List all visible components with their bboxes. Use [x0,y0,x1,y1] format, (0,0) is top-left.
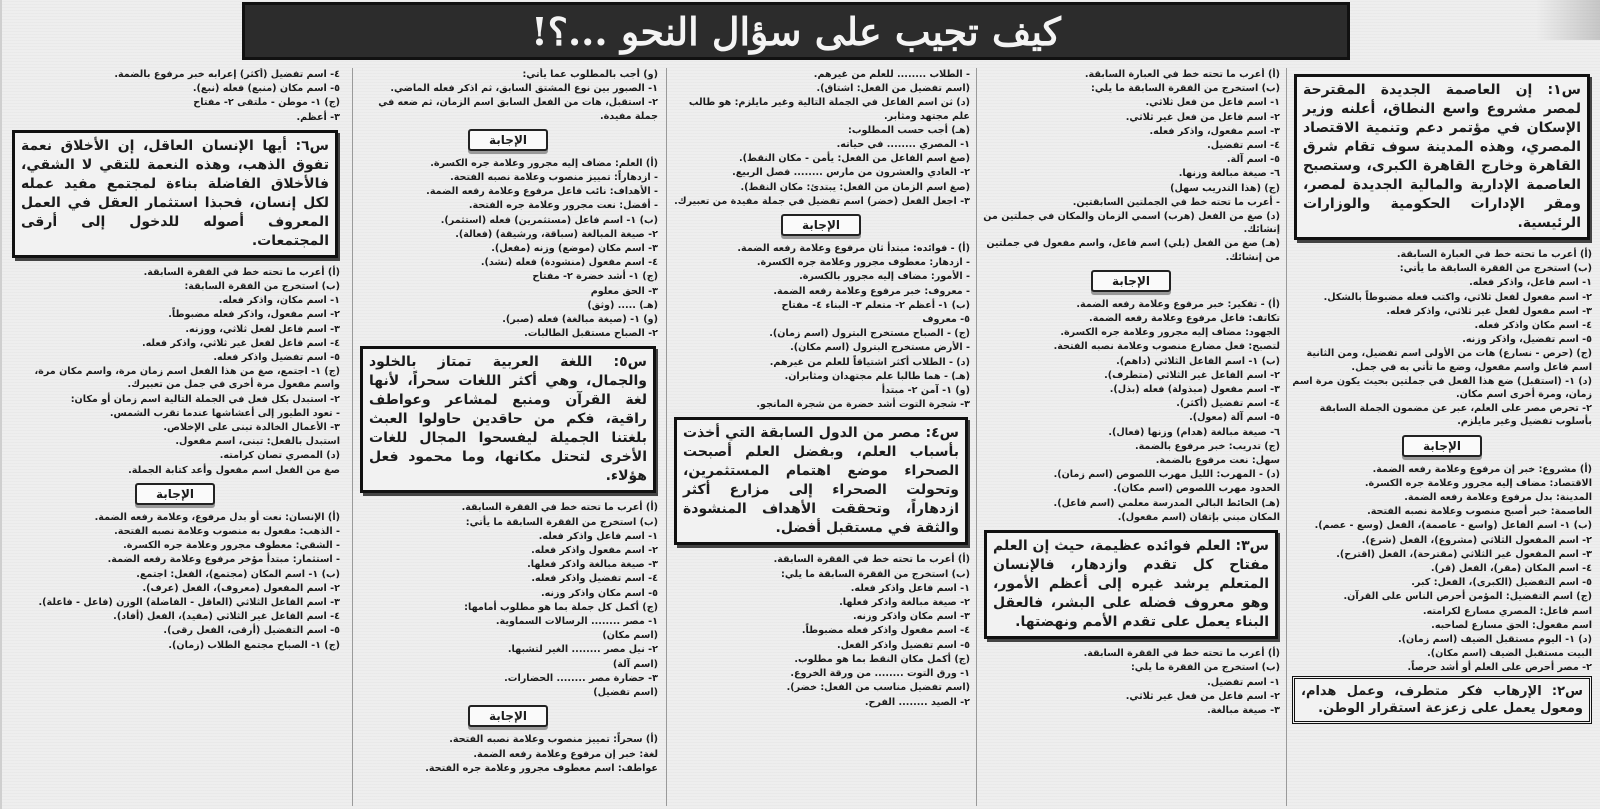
exercise-line: ٢- الصيد ........ الفرح. [864,696,970,708]
answer-line: - الأمور: مضاف إليه مجرور بالكسرة. [799,271,970,283]
answer-line: - ازدهار: معطوف مجرور وعلامة جره الكسرة. [756,257,970,269]
exercise-line: ٣- اسم مكان واذكر وزنه. [852,611,970,623]
exercise-line: (ب) استخرج من الفقرة السابقة ما يلي: [781,568,970,580]
exercise-line: ٤- اسم مفعول واذكر فعله مضبوطاً. [801,625,970,637]
answer-line: (ب) ١- أعظم ٢- متعلم ٣- البناء ٤- مفتاح [781,299,970,311]
answer-line: (أ) الإنسان: نعت أو بدل مرفوع، وعلامة رفعه الضمة. [94,511,340,523]
answer-list-4 [358,157,658,341]
answer-line: ٦- صيغة مبالغة (هدام) وزنها (فعال). [1108,426,1280,438]
question-box-4: س٤: مصر من الدول السابقة التي أخذت بأسباب العلم، وبفضل العلم أصبحت الصحراء موضع اهتمام المستثمرين، وتحولت الصحراء إلى مزارع أكثر ازدهاراً، وتحققت الأهداف المنشودة والثقة في مستقبل أفضل. [674,417,968,545]
exercise-list-8 [10,266,340,477]
exercise-line: (د) ثن اسم الفاعل في الجملة التالية وغير مايلزم: هو طالب علم مجتهد ومثابر. [688,97,970,122]
exercise-line: ٢- استقبل، هات من الفعل السابق اسم الزمان، ثم ضعه في جملة مفيدة. [378,97,658,122]
column-2 [982,68,1280,806]
page-edge [0,0,2,809]
answer-line: (أ) مشروع: خبر إن مرفوع وعلامة رفعه الضمة. [1372,463,1592,475]
exercise-line: ١- ورق التوت ........ من ورقة الخروع. [790,668,970,680]
answer-line: - الذهب: مفعول به منصوب وعلامة نصبه الفتحة. [114,526,340,538]
answer-line: اسم فاعل: المصري مسارع لكرامته. [1422,605,1592,617]
exercise-line: ٢- تحرص مصر على العلم، عبر عن مضمون الجملة السابقة بأسلوب تفضيل وغير مايلزم. [1319,403,1592,428]
column-divider [666,68,667,806]
answer-line: ٣- اسم مكان (موضع) وزنه (مفعل). [491,243,658,255]
answer-line: ٢- اسم المفعول (معروف)، الفعل (عرف). [142,582,340,594]
exercise-line: ٥- اسم آلة. [1226,154,1280,166]
exercise-line: ١- اسم فاعل واذكر فعله. [538,530,658,542]
answer-line: ٤- اسم المكان (مقر)، الفعل (قر). [1430,563,1592,575]
exercise-line: ٢- استبدل بكل فعل في الجملة التالية اسم زمان أو مكان: [70,393,340,405]
answer-list-3 [672,242,970,411]
exercise-line: (ج) ١- اجتمع، صغ من هذا الفعل اسم زمان مرة، واسم مكان مرة، واسم مفعول مرة أخرى في جمل من تعبيرك. [34,366,340,391]
exercise-line: ١- اسم فاعل من فعل ثلاثي. [1145,97,1280,109]
answer-line: المكان مبني بإتقان (اسم مفعول). [1117,511,1280,523]
question-box-6: س٦: أيها الإنسان العاقل، إن الأخلاق نعمة تفوق الذهب، وهذه النعمة للتقي لا الشقي، فالأخلاق الفاضلة بناءة لمجتمع مفيد عمله لكل إنسان، فحبذا استثمار العقل في العمل المعروف أصوله للدخول إلى أرقى المجتمعات. [12,130,338,258]
question-box-3: س٣: العلم فوائده عظيمة، حيث إن العلم مفتاح كل تقدم وازدهار، فالإنسان المتعلم يرشد غيره إلى أعظم الأمور، وهو معروف فضله على البشر، فالعقل البناء يعمل على تقدم الأمم ونهضتها. [984,530,1278,639]
exercise-list-4 [672,68,970,208]
exercise-line: ٢- العادي والعشرون من مارس ........ فصل الربيع. [732,167,970,179]
answer-line: (و) ١- آمن ٢- مبتدأ [881,385,970,397]
answer-line: الجهود: مضاف إليه مجرور وعلامة جره الكسرة. [1060,327,1280,339]
exercise-line: استبدل بالفعل: تبنى، اسم مفعول. [175,436,340,448]
exercise-line: (اسم تفضيل من الفعل: اشتاق). [816,83,970,95]
exercise-line: ٣- اسم فاعل لفعل ثلاثي، ووزنه. [185,323,340,335]
exercise-line: (أ) أعرب ما تحته خط في الفقرة السابقة. [773,554,970,566]
answer-line: (و) ١- (صيغة مبالغة) فعله (صبر). [502,314,658,326]
exercise-line: ٣- اسم مفعول لفعل غير ثلاثي، واذكر فعله. [1386,305,1592,317]
exercise-line: ٤- اسم تفضيل. [1207,140,1280,152]
answer-line: اسم مفعول: الحق مسارع لصاحبه. [1431,619,1592,631]
exercise-line: (اسم مكان) [602,630,658,642]
answer-line: (أ) العلم: مضاف إليه مجرور وعلامة جره الكسرة. [430,157,658,169]
headline-title: كيف تجيب على سؤال النحو ...؟! [531,8,1061,54]
exercise-line: (اسم آلة) [612,658,658,670]
answer-line: المدينة: بدل مرفوع وعلامة رفعه الضمة. [1404,492,1592,504]
answer-line: ٤- اسم تفضيل (أكثر) إعرابه خبر مرفوع بالضمة. [114,69,340,80]
column-divider [1286,68,1287,806]
answer-line: (أ) سحراً: تمييز منصوب وعلامة نصبه الفتحة. [449,734,658,746]
exercise-line: (صغ اسم الفاعل من الفعل: يأمن - مكان النقط). [739,153,970,165]
answer-list-7 [10,511,340,652]
answer-list-2 [982,298,1280,524]
answer-line: (ج) اسم التفضيل: المؤمن أحرص الناس على القرآن. [1343,591,1592,603]
answer-list-1 [1292,463,1592,724]
exercise-line: ١- المصري ........ في حياته. [836,139,970,151]
answer-line: (أ) - تفكير: خبر مرفوع وعلامة رفعه الضمة. [1076,298,1280,310]
exercise-line: ٥- اسم تفضيل، واذكر وزنه. [1462,334,1592,346]
exercise-line: (ب) استخرج من الفقرة ما يلي: [1130,662,1280,674]
exercise-line: (صغ اسم الزمان من الفعل: يبتدئ: مكان النقط). [740,181,970,193]
answer-line: ٣- أعظم. [296,111,340,123]
column-1 [1292,68,1592,806]
exercise-line: ٢- اسم فاعل من فعل غير ثلاثي. [1125,690,1280,702]
answer-line: (د) ١- اليوم مستقبل الضيف (اسم زمان). [1397,634,1592,646]
exercise-line: ٦- صيغة مبالغة وزنها. [1178,168,1280,180]
exercise-line: ٢- اسم فاعل من فعل غير ثلاثي. [1125,111,1280,123]
exercise-list-1 [1292,248,1592,429]
exercise-line: (أ) أعرب ما تحته خط في الفقرة السابقة. [461,502,658,514]
answer-line: تكاتف: فاعل مرفوع وعلامة رفعه الضمة. [1089,313,1280,325]
answer-line: عواطف: اسم معطوف مجرور وعلامة جره الفتحة. [425,762,658,774]
exercise-line: (اسم تفضيل مناسب من الفعل: خضر). [786,682,970,694]
answer-line: (ب) ١- اسم الفاعل الثلاثي (داهم). [1116,355,1280,367]
exercise-line: ٥- اسم تفضيل واذكر فعله. [213,352,340,364]
answer-line: (أ) - فوائده: مبتدأ ثان مرفوع وعلامة رفعه الضمة. [737,243,970,255]
exercise-line: - الطلاب ........ للعلم من غيرهم. [813,69,970,80]
answer-line: لغة: خبر إن مرفوع وعلامة رفعه الضمة. [473,748,658,760]
exercise-line: (ج) أكمل مكان النقط بما هو مطلوب. [794,653,970,665]
answer-heading: الإجابة [1091,270,1171,292]
exercise-line: ٥- اسم مكان واذكر وزنه. [540,587,658,599]
exercise-line: ٣- الأعمال الخالدة تبنى على الإخلاص. [163,422,340,434]
answer-line: العاصمة: خبر أصبح منصوب وعلامة نصبه الفتحة. [1367,506,1592,518]
exercise-line: ١- اسم فاعل واذكر فعله. [850,582,970,594]
answer-line: - الشقي: معطوف مجرور وعلامة جره الكسرة. [123,540,340,552]
exercise-line: ٣- صيغة مبالغة. [1207,704,1280,716]
answer-heading: الإجابة [135,483,215,505]
exercise-list-5 [672,553,970,708]
exercise-list-3 [982,647,1280,717]
answer-line: - الأهداف: نائب فاعل مرفوع وعلامة رفعه الضمة. [426,186,658,198]
answer-line: - استثمار: مبتدأ مؤخر مرفوع وعلامة رفعه الضمة. [107,554,340,566]
answer-line: ٤- اسم تفضيل (أكثر). [1176,398,1280,410]
exercise-line: (د) صغ من الفعل (هرب) اسمي الزمان والمكان في جملتين من إنشائك. [983,211,1280,236]
answer-line: ٤- اسم مفعول (منشودة) فعله (نشد). [480,257,658,269]
exercise-line: ٤- اسم تفضيل واذكر فعله. [531,573,658,585]
answer-line: ٢- صيغة المبالغة (سباقة، ورشيقة) (فعالة). [455,228,658,240]
exercise-line: (ب) استخرج من الفقرة السابقة ما يلي: [1091,83,1280,95]
answer-line: - ازدهاراً: تمييز منصوب وعلامة نصبه الفتحة. [450,172,658,184]
answer-line: ٣- الحق معلوم [590,285,658,297]
exercise-line: ١- اسم مكان، واذكر فعله. [218,295,340,307]
exercise-line: (اسم تفضيل) [593,687,658,699]
answer-list-5 [358,733,658,775]
answer-line: (هـ) - هما طالبا علم مجتهدان ومثابران. [784,370,970,382]
answer-heading: الإجابة [468,705,548,727]
exercise-line: ٢- اسم مفعول لفعل ثلاثي، واكتب فعله مضبوطاً بالشكل. [1323,291,1592,303]
answer-line: البيت مستقبل الضيف (اسم مكان). [1427,648,1592,660]
answer-line: (ج) تدريب: خبر مرفوع بالضمة. [1134,440,1280,452]
column-3 [672,68,970,806]
exercise-line: ٢- نيل مصر ........ الغير لتشبها. [507,644,658,656]
exercise-line: (د) ١- (استقبل) ضع هذا الفعل في جملتين بحيث يكون مرة اسم زمان، ومرة أخرى اسم مكان. [1292,375,1592,401]
question-box-5: س٥: اللغة العربية تمتاز بالخلود والجمال، وهي أكثر اللغات سحراً، لأنها لغة القرآن ومنبع لمشاعر وعواطف راقية، فكم من حاقدين حاولوا العبث بلغتنا الجميلة ليفسحوا المجال للغات الأخرى لتحتل مكانها، وما محمود فعل هؤلاء. [360,346,656,493]
answer-line: ٢- اسم الفاعل غير الثلاثي (متطرف). [1104,369,1280,381]
answer-line: - الأرض مستخرج البترول (اسم مكان). [790,342,970,354]
exercise-line: ٣- صيغة مبالغة واذكر فعلها. [527,559,658,571]
exercise-line: ٢- اسم مفعول واذكر فعله. [531,545,658,557]
exercise-line: (هـ) أجب حسب المطلوب: [848,124,970,136]
exercise-line: (و) أجب بالمطلوب عما يأتي: [522,69,658,80]
answer-line: (ب) ١- اسم المكان (مجتمع)، الفعل: اجتمع. [136,568,340,580]
exercise-line: (أ) أعرب ما تحته خط في الفقرة السابقة. [143,266,340,278]
answer-line: ٥- اسم آلة (معول). [1189,412,1280,424]
exercise-list-6 [358,68,658,123]
question-box-1: س١: إن العاصمة الجديدة المقترحة لمصر مشروع واسع النطاق، أعلنه وزير الإسكان في مؤتمر دعم وتنمية الاقتصاد المصري، وهذه المدينة سوف تقام شرق القاهرة وخارج القاهرة الكبرى، وستصبح العاصمة الإدارية والمالية الجديدة لمصر، ومقر الإدارات الحكومية والوزارات الرئيسية. [1294,74,1590,240]
exercise-line: ١- اسم فاعل، واذكر فعله. [1469,277,1592,289]
answer-line: ٥- اسم التفضيل (الكبرى)، الفعل: كبر. [1411,577,1592,589]
answer-line: (ب) ١- اسم الفاعل (واسع - عاصمة)، الفعل (وسع - عصم). [1314,520,1592,532]
page-corner-shadow [1536,0,1600,40]
headline-banner [242,2,1350,60]
exercise-line: ١- الصبور بين نوع المشتق السابق، ثم اذكر فعله الماضي. [390,83,658,95]
exercise-line: - تعود الطيور إلى أعشاشها عندما تقرب الشمس. [109,407,340,419]
answer-line: (هـ) الحائط البالي المدرسة معلمي (اسم فاعل). [1053,497,1280,509]
exercise-line: ٤- اسم مكان واذكر فعله. [1474,320,1592,332]
column-5 [10,68,340,806]
column-divider [976,68,977,806]
exercise-list-7 [358,501,658,699]
answer-line: ٤- اسم الفاعل غير الثلاثي (مفيد)، الفعل (أفاد). [113,611,340,623]
exercise-line: (ب) استخرج من الفقرة السابقة ما يأتي: [465,516,658,528]
answer-line: - أفضل: نعت مجرور وعلامة جره الفتحة. [468,200,658,212]
answer-line: الاقتصاد: مضاف إليه مجرور وعلامة جره الكسرة. [1364,477,1592,489]
exercise-line: ٣- اسم مفعول، واذكر فعله. [1149,125,1280,137]
answer-list-6 [10,68,340,124]
answer-line: (ج) ١- الصباح مجتمع الطلاب (زمان). [168,639,340,651]
answer-line: (ج) ١- أشد خضرة ٢- مفتاح [532,271,658,283]
exercise-line: (د) المصري تصان كرامته. [219,450,340,462]
answer-line: ٥- معروف [922,314,970,326]
answer-line: (هـ) ..... (وثق) [587,299,658,311]
answer-line: (د) - الطلاب أكثر اشتياقاً للعلم من غيرهم. [769,356,970,368]
exercise-line: ٣- حضارة مصر ........ الحضارات. [504,672,658,684]
exercise-line: - أعرب ما تحته خط في الجملتين السابقتين. [1072,196,1280,208]
exercise-line: ١- اسم تفضيل. [1207,676,1280,688]
answer-line: ٢- اسم المفعول الثلاثي (مشروع)، الفعل (شرع). [1361,534,1592,546]
exercise-line: ٣- اجعل الفعل (خضر) اسم تفضيل في جملة مفيدة من تعبيرك. [674,195,970,207]
question-box-2: س٢: الإرهاب فكر متطرف، وعمل هدام، ومعول يعمل على زعزعة استقرار الوطن. [1292,676,1592,724]
answer-line: ٢- الصباح مستقبل الطالبات. [524,328,658,340]
exercise-line: (ج) (هذا التدريب سهل) [1170,182,1280,194]
exercise-list-2 [982,68,1280,264]
exercise-line: ٥- اسم تفضيل واذكر الفعل. [836,639,970,651]
answer-heading: الإجابة [468,129,548,151]
column-divider [352,68,353,806]
exercise-line: ٤- اسم فاعل لفعل غير ثلاثي، واذكر فعله. [141,337,340,349]
exercise-line: ٢- اسم مفعول، واذكر فعله مضبوطاً. [168,309,340,321]
exercise-line: ٢- صيغة مبالغة واذكر فعلها. [839,597,970,609]
answer-line: ٣- شجرة التوت أشد خضرة من شجرة المانجو. [756,399,970,411]
exercise-line: (أ) أعرب ما تحته خط في الفقرة السابقة. [1083,648,1280,660]
exercise-line: ١- مصر ........ الرسالات السماوية. [495,616,658,628]
column-4 [358,68,658,806]
answer-line: (د) - المهرب: الليل مهرب اللصوص (اسم زمان). [1053,469,1280,481]
answer-line: (ب) ١- اسم فاعل (مستثمرين) فعله (استثمر). [440,214,658,226]
exercise-line: (هـ) صغ من الفعل (بلي) اسم فاعل، واسم مفعول في جملتين من إنشائك. [986,238,1280,263]
answer-line: ٥- اسم التفضيل (أرقى، الفعل رقى). [163,625,340,637]
exercise-line: (ج) (حرص - نسارع) هات من الأولى اسم تفضيل، ومن الثانية اسم فاعل واسم مفعول، وضع ما تأتي به في جمل. [1306,348,1592,373]
exercise-line: (ب) استخرج من الفقرة السابقة: [184,281,340,293]
answer-line: - معروف: خبر مرفوع وعلامة رفعه الضمة. [773,285,970,297]
answer-line: (ج) ١- موطن - ملتقى ٢- مفتاح [193,97,340,109]
answer-line: (ج) - الصباح مستخرج البترول (اسم زمان). [769,328,970,340]
answer-line: ٣- اسم الفاعل الثلاثي (العاقل - الفاضلة) الوزن (فاعل - فاعلة). [38,597,340,609]
exercise-line: (ب) استخرج من الفقرة السابقة ما يأتي: [1399,263,1592,275]
answer-heading: الإجابة [781,214,861,236]
answer-line: ٣- اسم المفعول غير الثلاثي (مقترحة)، الفعل (اقترح). [1336,548,1592,560]
answer-line: الحدود مهرب اللصوص (اسم مكان). [1113,483,1280,495]
answer-heading: الإجابة [1402,435,1482,457]
answer-line: سهل: نعت مرفوع بالضمة. [1155,455,1280,467]
answer-line: ٢- مصر أحرص على العلم أو أشد حرصاً. [1407,662,1592,674]
answer-line: لتصبح: فعل مضارع منصوب وعلامة نصبه الفتحة. [1053,341,1280,353]
exercise-line: (ج) أكمل كل جملة بما هو مطلوب أمامها: [464,601,658,613]
answer-line: ٥- اسم مكان (منبع) فعله (نبع). [192,83,340,95]
exercise-line: (أ) أعرب ما تحته خط في العبارة السابقة. [1084,69,1280,80]
exercise-line: (أ) أعرب ما تحته خط في العبارة السابقة. [1396,249,1592,260]
exercise-line: صغ من الفعل اسم مفعول وأعد كتابة الجملة. [128,464,340,476]
answer-line: ٣- اسم مفعول (مبذولة) فعله (بذل). [1109,384,1280,396]
